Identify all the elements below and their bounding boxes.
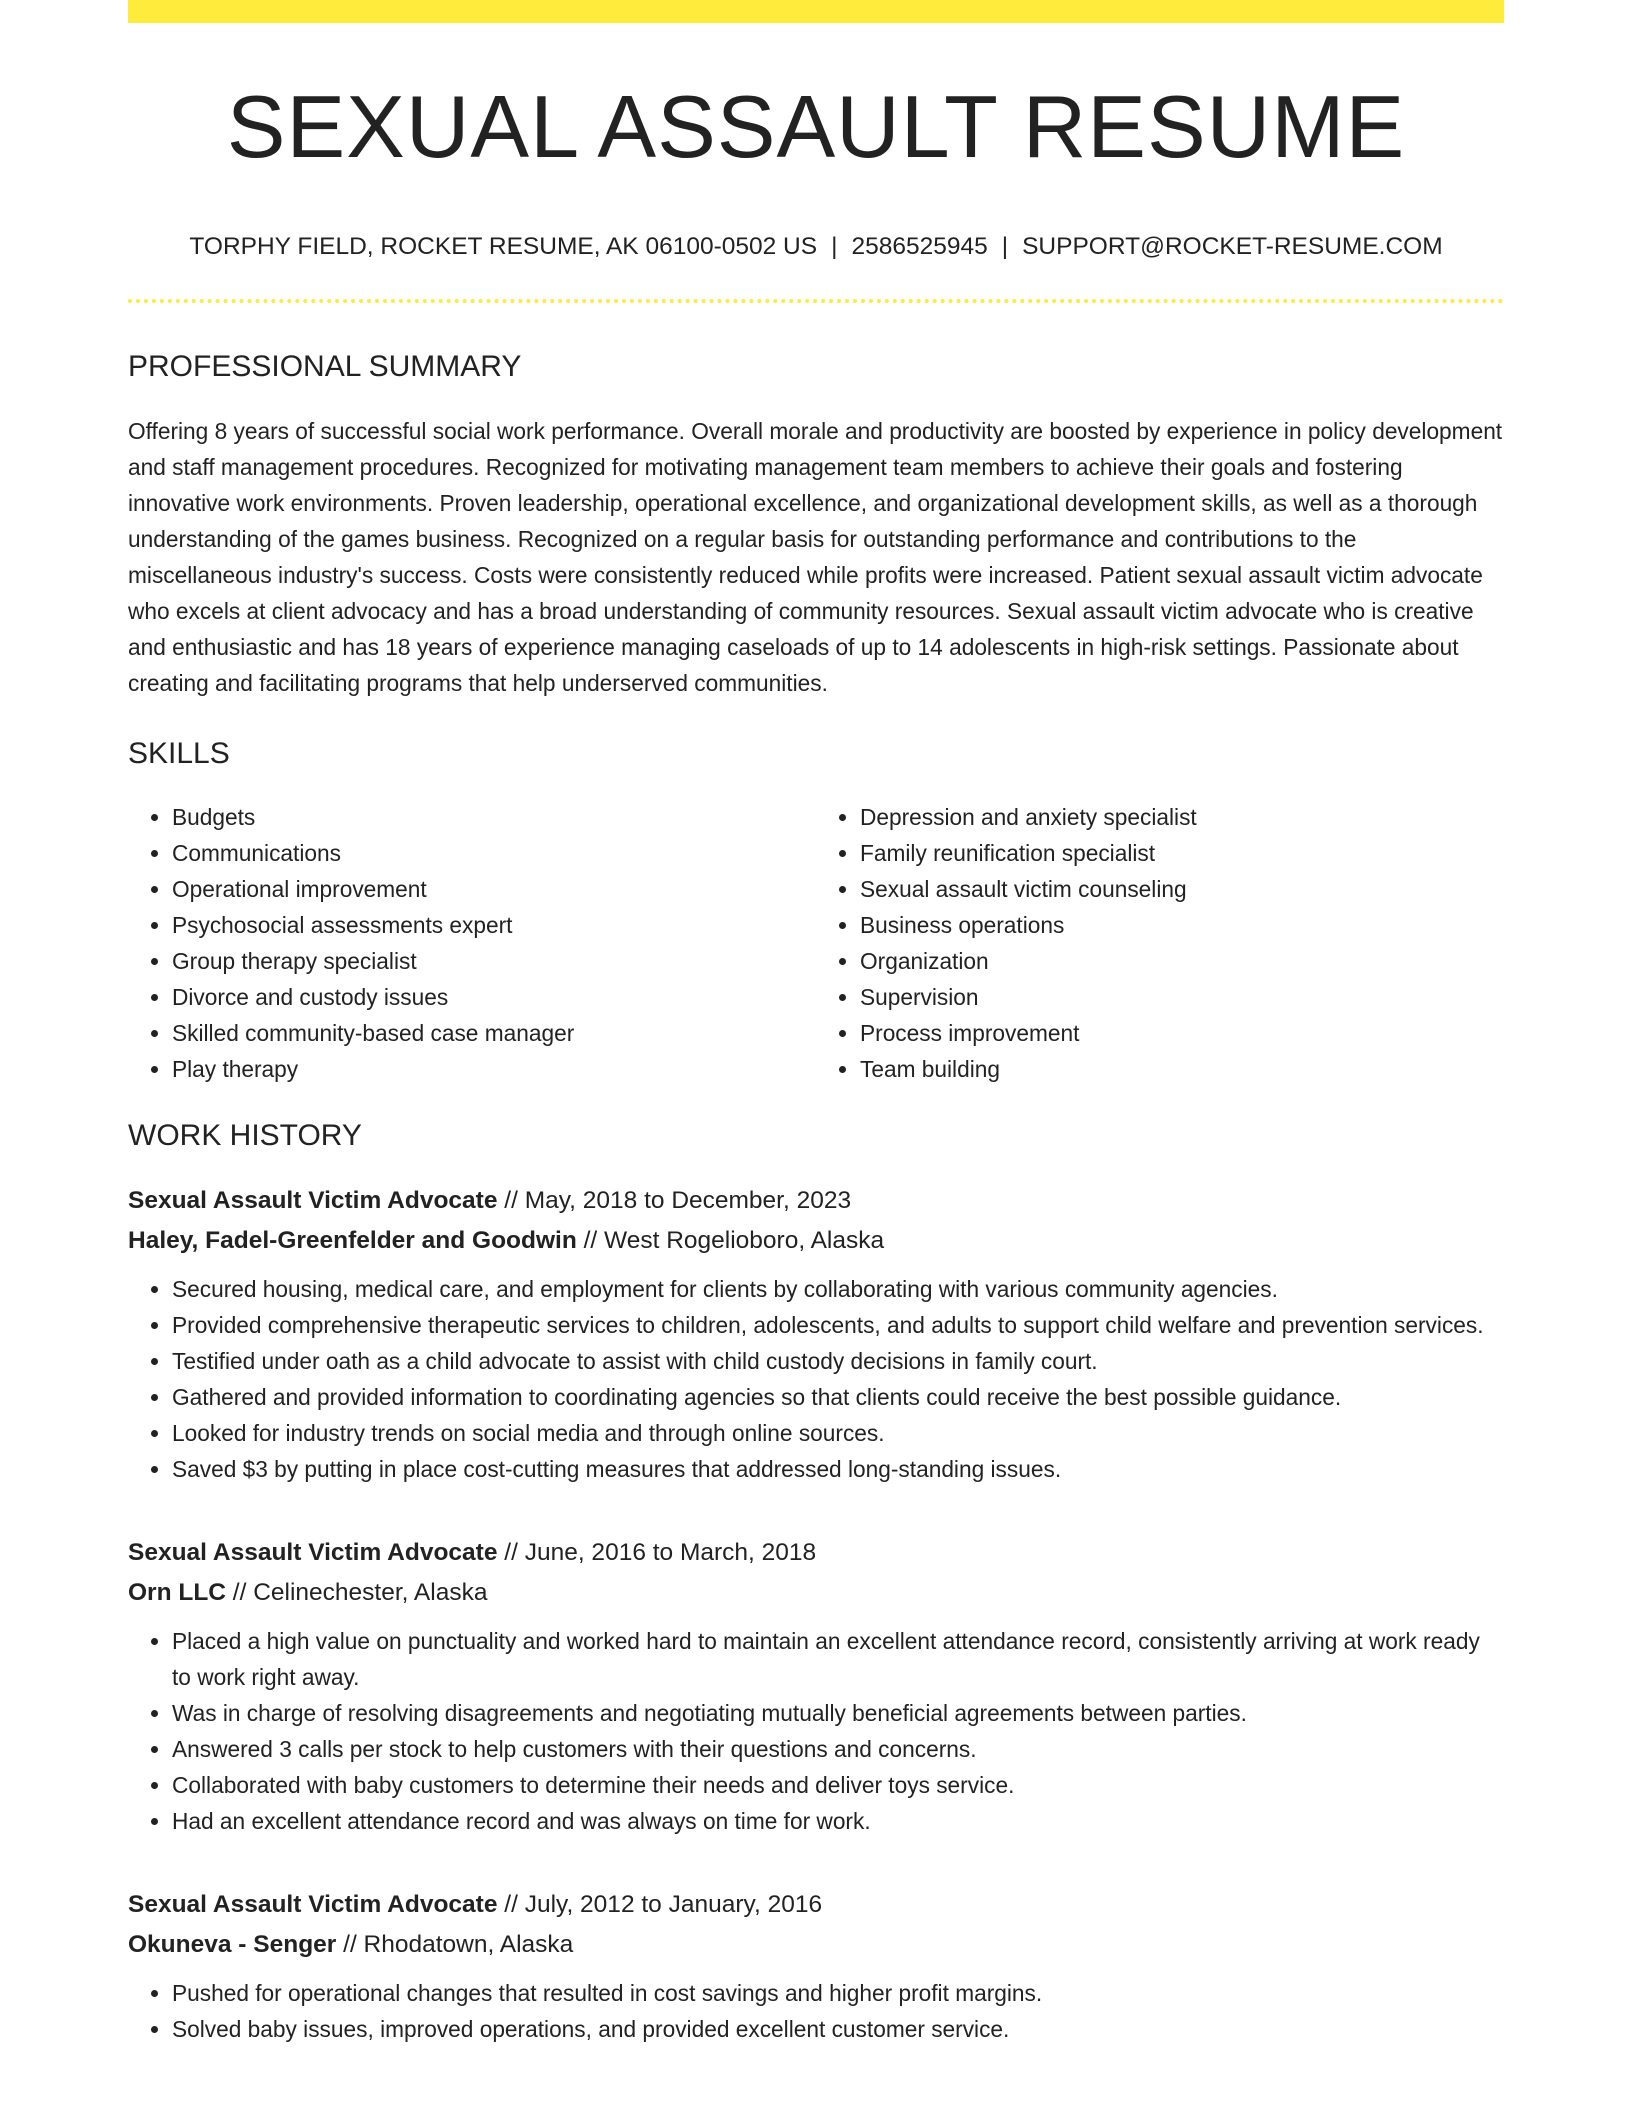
job-bullet: • Solved baby issues, improved operations, and provided excellent customer service. <box>172 2011 1504 2047</box>
job-title: Sexual Assault Victim Advocate <box>128 1890 498 1918</box>
skill-item: • Budgets <box>172 799 816 835</box>
job-title: Sexual Assault Victim Advocate <box>128 1538 498 1566</box>
job-entry <box>128 1533 1504 1839</box>
job-dates: // July, 2012 to January, 2016 <box>497 1890 823 1918</box>
job-dates: // May, 2018 to December, 2023 <box>497 1186 852 1214</box>
skill-item: • Sexual assault victim counseling <box>860 871 1504 907</box>
job-location: // West Rogelioboro, Alaska <box>576 1226 885 1254</box>
skill-item: • Family reunification specialist <box>860 835 1504 871</box>
job-location: // Celinechester, Alaska <box>226 1578 488 1606</box>
skill-item: • Organization <box>860 943 1504 979</box>
job-dates: // June, 2016 to March, 2018 <box>497 1538 817 1566</box>
job-company: Okuneva - Senger <box>128 1930 337 1958</box>
job-title-line <box>128 1533 1504 1573</box>
job-bullet: • Placed a high value on punctuality and worked hard to maintain an excellent attendance record, consistently arriving at work ready to work right away. <box>172 1623 1504 1695</box>
contact-phone: 2586525945 <box>851 233 988 260</box>
skill-item: • Operational improvement <box>172 871 816 907</box>
job-bullets <box>128 1975 1504 2047</box>
job-bullet: • Saved $3 by putting in place cost-cutting measures that addressed long-standing issues. <box>172 1451 1504 1487</box>
job-bullet: • Provided comprehensive therapeutic services to children, adolescents, and adults to support child welfare and prevention services. <box>172 1307 1504 1343</box>
job-bullet: • Collaborated with baby customers to determine their needs and deliver toys service. <box>172 1767 1504 1803</box>
contact-line <box>128 235 1504 260</box>
skills-grid <box>128 799 1504 1087</box>
skill-item: • Skilled community-based case manager <box>172 1015 816 1051</box>
job-bullets <box>128 1271 1504 1487</box>
contact-separator: | <box>831 233 838 260</box>
job-title: Sexual Assault Victim Advocate <box>128 1186 498 1214</box>
skill-item: • Depression and anxiety specialist <box>860 799 1504 835</box>
job-entry <box>128 1885 1504 2047</box>
skills-list-right <box>816 799 1504 1087</box>
job-bullet: • Gathered and provided information to coordinating agencies so that clients could receive the best possible guidance. <box>172 1379 1504 1415</box>
work-history-heading: WORK HISTORY <box>128 1118 362 1152</box>
skill-item: • Divorce and custody issues <box>172 979 816 1015</box>
skill-item: • Communications <box>172 835 816 871</box>
job-entry <box>128 1181 1504 1487</box>
job-bullet: • Secured housing, medical care, and employment for clients by collaborating with various community agencies. <box>172 1271 1504 1307</box>
job-title-line <box>128 1181 1504 1221</box>
summary-text: Offering 8 years of successful social work performance. Overall morale and productivity are boosted by experience in policy development and staff management procedures. Recognized for motivating management team members to achieve their goals and fostering innovative work environments. Proven leadership, operational excellence, and organizational development skills, as well as a thorough understanding of the games business. Recognized on a regular basis for outstanding performance and contributions to the miscellaneous industry's success. Costs were consistently reduced while profits were increased. Patient sexual assault victim advocate who excels at client advocacy and has a broad understanding of community resources. Sexual assault victim advocate who is creative and enthusiastic and has 18 years of experience managing caseloads of up to 14 adolescents in high-risk settings. Passionate about creating and facilitating programs that help underserved communities. <box>128 417 1503 696</box>
job-title-line <box>128 1885 1504 1925</box>
job-company-line <box>128 1925 1504 1965</box>
skill-item: • Process improvement <box>860 1015 1504 1051</box>
job-bullet: • Was in charge of resolving disagreements and negotiating mutually beneficial agreements between parties. <box>172 1695 1504 1731</box>
skill-item: • Supervision <box>860 979 1504 1015</box>
contact-separator: | <box>1001 233 1009 260</box>
dotted-divider <box>128 299 1504 303</box>
job-company-line <box>128 1221 1504 1261</box>
contact-address: TORPHY FIELD, ROCKET RESUME, AK 06100-0502 US <box>189 233 818 260</box>
resume-page <box>128 0 1504 2047</box>
contact-email: SUPPORT@ROCKET-RESUME.COM <box>1022 233 1443 260</box>
job-company-line <box>128 1573 1504 1613</box>
job-bullet: • Had an excellent attendance record and was always on time for work. <box>172 1803 1504 1839</box>
job-bullet: • Testified under oath as a child advocate to assist with child custody decisions in family court. <box>172 1343 1504 1379</box>
skills-heading: SKILLS <box>128 736 230 770</box>
skills-list-left <box>128 799 816 1087</box>
job-bullet: • Pushed for operational changes that resulted in cost savings and higher profit margins. <box>172 1975 1504 2011</box>
job-bullet: • Looked for industry trends on social media and through online sources. <box>172 1415 1504 1451</box>
skill-item: • Play therapy <box>172 1051 816 1087</box>
job-location: // Rhodatown, Alaska <box>336 1930 574 1958</box>
summary-heading: PROFESSIONAL SUMMARY <box>128 349 522 383</box>
skill-item: • Team building <box>860 1051 1504 1087</box>
job-company: Haley, Fadel-Greenfelder and Goodwin <box>128 1226 577 1254</box>
job-company: Orn LLC <box>128 1578 226 1606</box>
top-accent-bar <box>128 0 1504 23</box>
skill-item: • Group therapy specialist <box>172 943 816 979</box>
skill-item: • Business operations <box>860 907 1504 943</box>
skill-item: • Psychosocial assessments expert <box>172 907 816 943</box>
job-bullets <box>128 1623 1504 1839</box>
resume-title: SEXUAL ASSAULT RESUME <box>226 77 1406 176</box>
job-bullet: • Answered 3 calls per stock to help customers with their questions and concerns. <box>172 1731 1504 1767</box>
